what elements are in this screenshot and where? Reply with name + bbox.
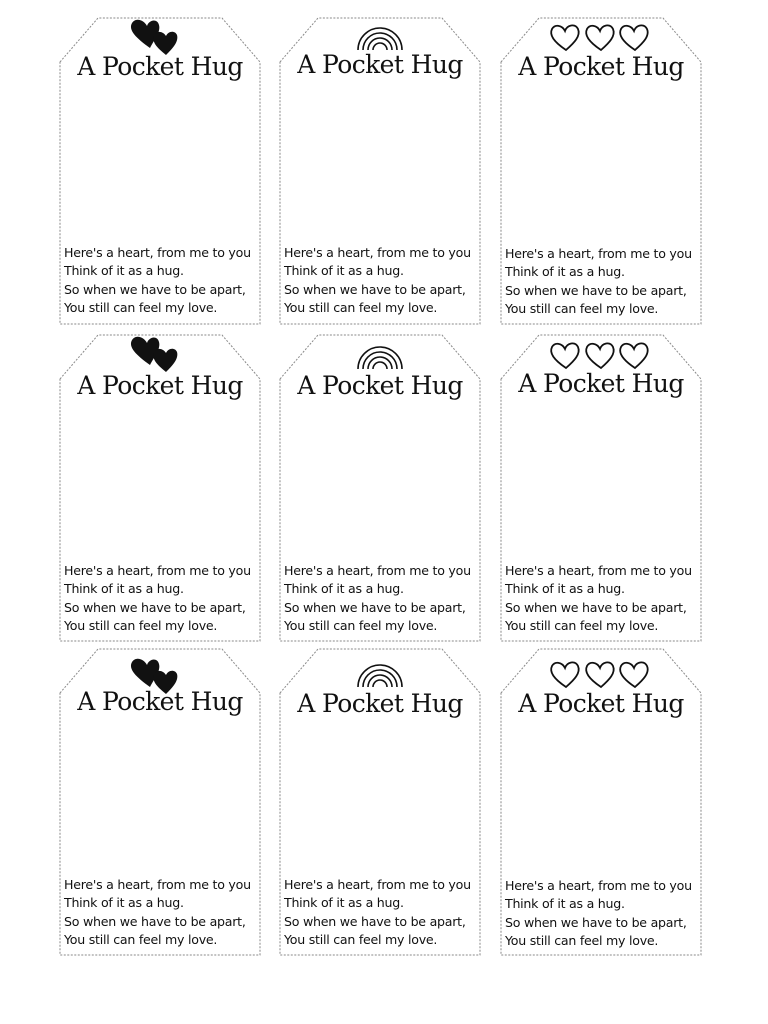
gift-tag [278,333,482,643]
verse-line: So when we have to be apart, [64,281,246,297]
gift-tag [499,16,703,326]
verse-line: You still can feel my love. [64,299,218,315]
gift-tag [278,16,482,326]
verse-line: You still can feel my love. [505,617,659,633]
tag-verse [284,562,480,635]
gift-tag [58,647,262,957]
tag-verse [505,562,701,635]
verse-line: Here's a heart, from me to you [64,563,251,578]
tag-title: A Pocket Hug [297,689,463,718]
tag-verse [284,244,480,317]
tag-title: A Pocket Hug [518,369,684,398]
verse-line: Here's a heart, from me to you [505,563,692,578]
gift-tag [499,333,703,643]
verse-line: You still can feel my love. [284,931,438,947]
tag-title: A Pocket Hug [518,52,684,81]
verse-line: So when we have to be apart, [505,914,687,930]
tag-title: A Pocket Hug [77,371,243,400]
verse-line: You still can feel my love. [284,299,438,315]
gift-tag [499,647,703,957]
rainbow-icon [278,651,482,691]
verse-line: So when we have to be apart, [64,599,246,615]
verse-line: Here's a heart, from me to you [505,878,692,893]
verse-line: Think of it as a hug. [284,895,404,911]
verse-line: You still can feel my love. [64,617,218,633]
verse-line: So when we have to be apart, [284,281,466,297]
verse-line: Think of it as a hug. [505,264,625,280]
verse-line: Here's a heart, from me to you [64,877,251,892]
verse-line: So when we have to be apart, [505,282,687,298]
verse-line: So when we have to be apart, [64,913,246,929]
tag-title: A Pocket Hug [297,371,463,400]
double-heart-icon [58,333,262,373]
verse-line: Here's a heart, from me to you [284,877,471,892]
tag-verse [505,877,701,950]
verse-line: Think of it as a hug. [505,896,625,912]
tag-verse [64,876,260,949]
gift-tag [58,16,262,326]
verse-line: Here's a heart, from me to you [284,245,471,260]
verse-line: Think of it as a hug. [64,263,184,279]
verse-line: So when we have to be apart, [505,599,687,615]
tag-verse [64,562,260,635]
gift-tag [58,333,262,643]
verse-line: You still can feel my love. [505,300,659,316]
tag-title: A Pocket Hug [77,52,243,81]
verse-line: You still can feel my love. [64,931,218,947]
verse-line: Here's a heart, from me to you [284,563,471,578]
tag-title: A Pocket Hug [77,687,243,716]
verse-line: Think of it as a hug. [284,581,404,597]
verse-line: Think of it as a hug. [505,581,625,597]
tag-title: A Pocket Hug [297,50,463,79]
verse-line: You still can feel my love. [505,932,659,948]
verse-line: Think of it as a hug. [284,263,404,279]
verse-line: Here's a heart, from me to you [505,246,692,261]
tag-title: A Pocket Hug [518,689,684,718]
verse-line: Think of it as a hug. [64,581,184,597]
gift-tag [278,647,482,957]
verse-line: Think of it as a hug. [64,895,184,911]
verse-line: So when we have to be apart, [284,599,466,615]
tag-verse [284,876,480,949]
tag-verse [505,245,701,318]
verse-line: Here's a heart, from me to you [64,245,251,260]
rainbow-icon [278,333,482,373]
verse-line: You still can feel my love. [284,617,438,633]
double-heart-icon [58,16,262,56]
tag-verse [64,244,260,317]
verse-line: So when we have to be apart, [284,913,466,929]
